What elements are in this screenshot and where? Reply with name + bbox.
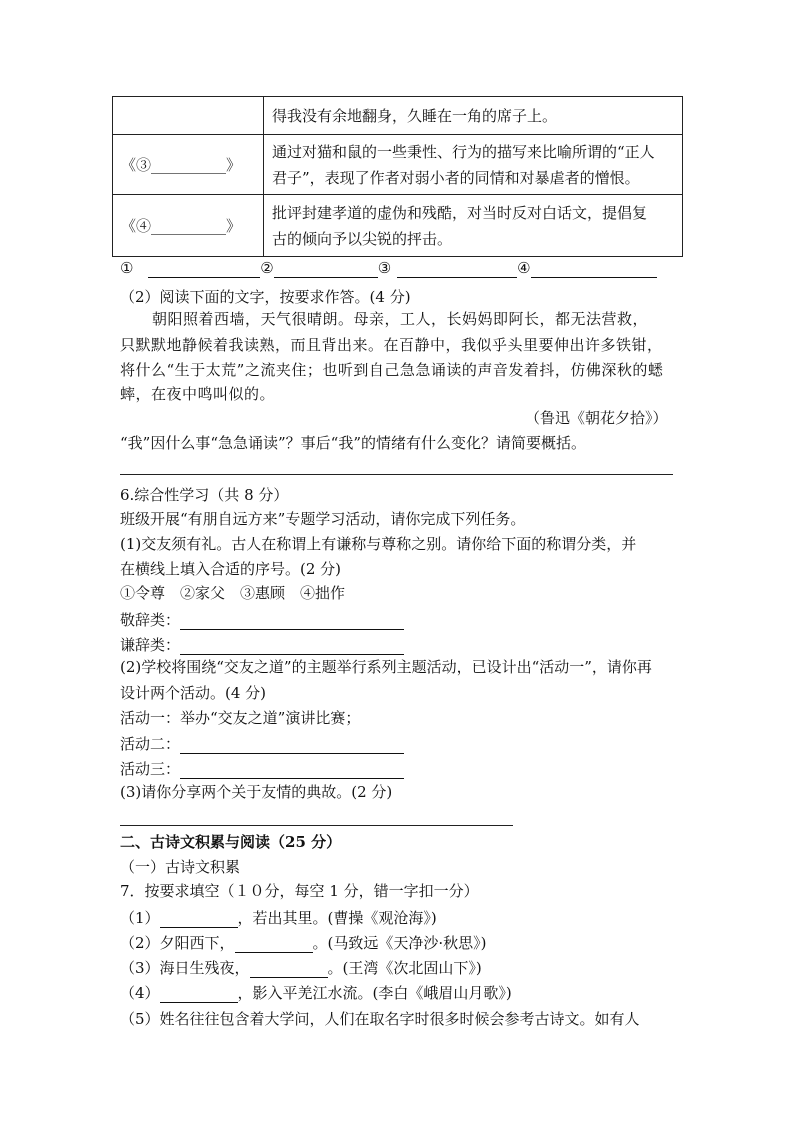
table-text-line: 批评封建孝道的虚伪和残酷，对当时反对白话文，提倡复 [272, 203, 648, 222]
passage-line: 将什么“生于太荒”之流夹住；也听到自己急急诵读的声音发着抖，仿佛深秋的蟋 [120, 361, 664, 379]
activity-1: 活动一：举办“交友之道”演讲比赛； [120, 709, 361, 727]
table-text-line: 君子”，表现了作者对弱小者的同情和对暴虐者的憎恨。 [272, 168, 640, 187]
q7-item-5: （5）姓名往往包含着大学问，人们在取名字时很多时候会参考古诗文。如有人 [120, 1010, 640, 1028]
answer-mark: ③ [377, 259, 392, 277]
section-2-title: 二、古诗文积累与阅读（25 分） [120, 833, 342, 851]
passage-line: 朝阳照着西墙，天气很晴朗。母亲，工人，长妈妈即阿长，都无法营救， [152, 310, 649, 328]
item-suffix: 。(马致远《天净沙·秋思》) [312, 934, 487, 952]
q7-item-4 [120, 983, 512, 1003]
table-text-line: 古的倾向予以尖锐的抨击。 [272, 229, 453, 248]
humble-blank[interactable] [180, 638, 404, 655]
item-suffix: ，若出其里。(曹操《观沧海》) [237, 909, 437, 927]
passage-source: （鲁迅《朝花夕拾》） [525, 409, 668, 427]
q6-part2: (2)学校将围绕“交友之道”的主题举行系列主题活动，已设计出“活动一”，请你再 [120, 658, 652, 676]
item-suffix: 。(王湾《次北固山下》) [327, 959, 482, 977]
answer-blank[interactable] [397, 261, 517, 278]
q6-intro: 班级开展“有朋自远方来”专题学习活动，请你完成下列任务。 [120, 510, 526, 528]
q6-title: 6.综合性学习（共 8 分） [120, 486, 289, 504]
answer-blank[interactable] [148, 261, 260, 278]
answer-line[interactable] [120, 825, 513, 826]
table-cell-title [113, 97, 264, 135]
item-prefix: （4） [120, 984, 160, 1002]
passage-line: 只默默地静候着我读熟，而且背出来。在百静中，我似乎头里要伸出许多铁钳， [120, 336, 663, 354]
table-cell-description [264, 195, 683, 257]
section-2-subtitle: （一）古诗文积累 [120, 858, 241, 876]
q6-part3: (3)请你分享两个关于友情的典故。(2 分) [120, 783, 393, 801]
q6-part1: 在横线上填入合适的序号。(2 分) [120, 560, 342, 578]
activity-3-row [120, 759, 404, 779]
activity-2-row [120, 734, 404, 754]
activity-label: 活动二： [120, 735, 181, 753]
table-cell-title: 《④__________》 [113, 195, 264, 257]
item-prefix: （3）海日生残夜， [120, 959, 250, 977]
table-cell-title: 《③__________》 [113, 135, 264, 195]
q6-part2: 设计两个活动。(4 分) [120, 684, 267, 702]
table-text-line: 得我没有余地翻身，久睡在一角的席子上。 [272, 107, 558, 125]
item-prefix: （1） [120, 909, 160, 927]
q6-part1: (1)交友须有礼。古人在称谓上有谦称与尊称之别。请你给下面的称谓分类，并 [120, 535, 637, 553]
item-prefix: （2）夕阳西下， [120, 934, 235, 952]
q5-2-title: （2）阅读下面的文字，按要求作答。(4 分) [120, 288, 411, 306]
q7-item-3 [120, 958, 482, 978]
respect-words-row [120, 610, 404, 630]
activity-blank[interactable] [180, 762, 404, 779]
respect-blank[interactable] [180, 613, 404, 630]
activity-blank[interactable] [180, 737, 404, 754]
answer-mark: ① [120, 259, 134, 277]
answer-line[interactable] [120, 474, 673, 475]
activity-label: 活动三： [120, 760, 181, 778]
table-text-line: 通过对猫和鼠的一些秉性、行为的描写来比喻所谓的“正人 [272, 142, 655, 161]
fill-blank[interactable] [160, 911, 238, 928]
q5-2-question: “我”因什么事“急急诵读”？事后“我”的情绪有什么变化？请简要概括。 [120, 434, 587, 452]
fill-blank[interactable] [250, 961, 328, 978]
q7-title: 7．按要求填空（１０分，每空 1 分，错一字扣一分） [120, 882, 479, 900]
humble-label: 谦辞类： [120, 636, 181, 654]
passage-line: 蟀，在夜中鸣叫似的。 [120, 385, 276, 403]
answer-blank[interactable] [274, 261, 378, 278]
answer-blank[interactable] [531, 261, 657, 278]
humble-words-row [120, 635, 404, 655]
fill-blank[interactable] [235, 936, 313, 953]
respect-label: 敬辞类： [120, 611, 181, 629]
q6-options: ①令尊 ②家父 ③惠顾 ④拙作 [120, 584, 346, 602]
q7-item-2 [120, 933, 487, 953]
work-summary-table [112, 96, 683, 257]
answer-mark: ④ [517, 259, 531, 277]
table-cell-description [264, 97, 683, 135]
answer-mark: ② [260, 259, 274, 277]
fill-blank[interactable] [160, 986, 238, 1003]
answer-blanks-row [120, 258, 657, 278]
item-suffix: ，影入平羌江水流。(李白《峨眉山月歌》) [237, 984, 512, 1002]
table-cell-description [264, 135, 683, 195]
q7-item-1 [120, 908, 437, 928]
